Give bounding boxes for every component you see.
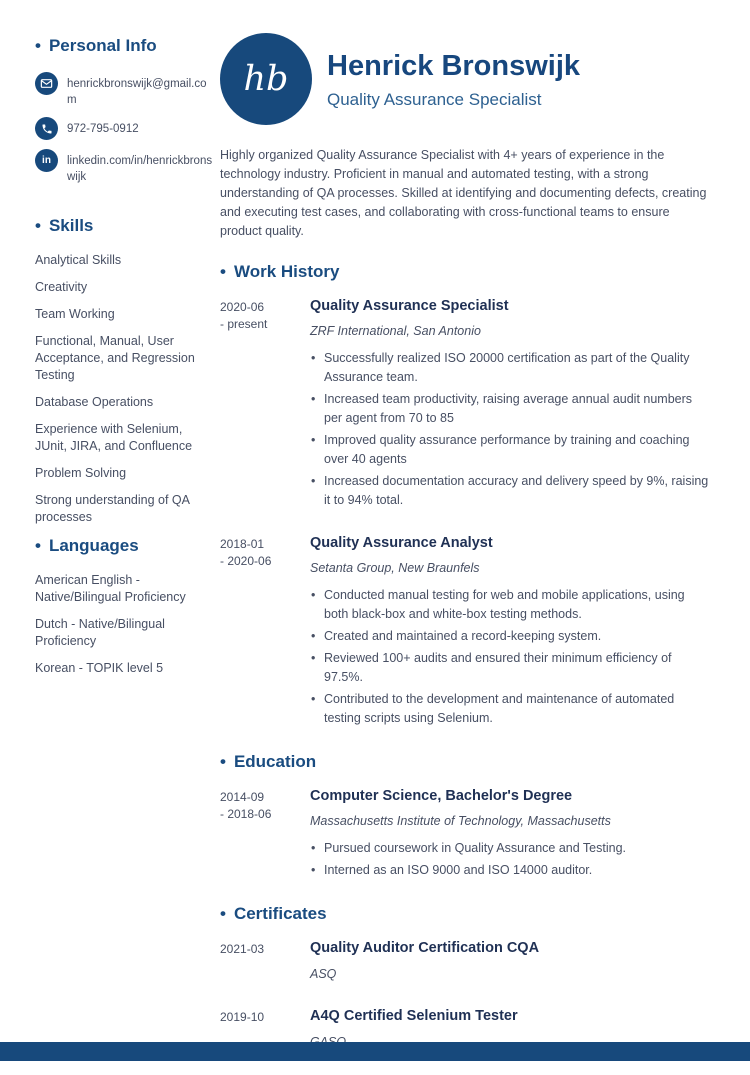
- certificates-heading: [220, 904, 712, 924]
- languages-heading: [35, 536, 220, 556]
- certificate-title: Quality Auditor Certification CQA: [310, 940, 540, 956]
- entry-body: [310, 787, 712, 883]
- skill-item: Strong understanding of QA processes: [35, 493, 190, 524]
- job-bullet: • Improved quality assurance performance by training and coaching over 40 agents: [310, 431, 712, 469]
- linkedin-value: linkedin.com/in/henrickbronswijk: [67, 155, 213, 183]
- job-bullet: • Contributed to the development and maintenance of automated testing scripts using Selenium.: [310, 690, 712, 728]
- person-title: Quality Assurance Specialist: [327, 89, 542, 109]
- job-bullets: [310, 586, 712, 728]
- work-entry: [220, 534, 712, 731]
- date-end: - 2020-06: [220, 554, 272, 568]
- spacer: [35, 194, 220, 216]
- resume-header: [220, 33, 712, 125]
- section-bullet-icon: •: [220, 752, 226, 771]
- phone-value: 972-795-0912: [67, 123, 139, 135]
- certificate-title: A4Q Certified Selenium Tester: [310, 1008, 518, 1024]
- education-entry: [220, 787, 712, 883]
- degree-title: Computer Science, Bachelor's Degree: [310, 788, 573, 804]
- language-item: American English - Native/Bilingual Proficiency: [35, 573, 186, 604]
- main-column: [220, 33, 712, 1075]
- section-bullet-icon: •: [35, 536, 41, 555]
- job-bullet: • Created and maintained a record-keeping system.: [310, 627, 712, 646]
- school-name: Massachusetts Institute of Technology, Massachusetts: [310, 814, 611, 828]
- company-name: Setanta Group, New Braunfels: [310, 561, 480, 575]
- summary-paragraph: Highly organized Quality Assurance Specialist with 4+ years of experience in the technology industry. Proficient in manual and automated testing, with a strong understanding of QA processes. Skilled at identifying and documenting defects, creating and executing test cases, and collaborating with cross-functional teams to ensure product quality.: [220, 148, 707, 238]
- language-item: Korean - TOPIK level 5: [35, 661, 164, 675]
- monogram-avatar: hb: [220, 33, 312, 125]
- date-end: - 2018-06: [220, 807, 272, 821]
- job-bullet: • Conducted manual testing for web and mobile applications, using both black-box and white-box testing methods.: [310, 586, 712, 624]
- education-bullet: • Interned as an ISO 9000 and ISO 14000 auditor.: [310, 861, 712, 880]
- date-start: 2018-01: [220, 537, 265, 551]
- footer-accent-bar: [0, 1042, 750, 1061]
- work-history-heading-label: Work History: [233, 262, 340, 281]
- entry-body: [310, 939, 712, 983]
- job-bullet: • Increased team productivity, raising average annual audit numbers per agent from 70 to 85: [310, 390, 712, 428]
- name-block: [327, 49, 580, 110]
- entry-body: [310, 297, 712, 513]
- contact-linkedin: [35, 149, 220, 185]
- phone-icon: [35, 117, 58, 140]
- education-heading-label: Education: [233, 752, 317, 771]
- company-name: ZRF International, San Antonio: [310, 324, 481, 338]
- job-bullet: • Successfully realized ISO 20000 certification as part of the Quality Assurance team.: [310, 349, 712, 387]
- contact-phone: [35, 117, 220, 140]
- email-value: henrickbronswijk@gmail.com: [67, 78, 207, 106]
- education-bullets: [310, 839, 712, 880]
- date-end: - present: [220, 317, 268, 331]
- education-bullet: • Pursued coursework in Quality Assurance and Testing.: [310, 839, 712, 858]
- section-bullet-icon: •: [220, 262, 226, 281]
- entry-dates: [220, 297, 310, 513]
- entry-dates: [220, 534, 310, 731]
- job-bullet: • Increased documentation accuracy and delivery speed by 9%, raising it to 94% total.: [310, 472, 712, 510]
- date-start: 2014-09: [220, 790, 265, 804]
- sidebar: [35, 33, 220, 1075]
- certificates-heading-label: Certificates: [233, 904, 327, 923]
- entry-body: [310, 534, 712, 731]
- linkedin-icon: in: [35, 149, 58, 172]
- education-heading: [220, 752, 712, 772]
- person-name: Henrick Bronswijk: [327, 49, 581, 82]
- skill-item: Creativity: [35, 280, 88, 294]
- skill-item: Database Operations: [35, 395, 154, 409]
- skill-item: Team Working: [35, 307, 115, 321]
- job-bullets: [310, 349, 712, 510]
- certificate-entry: [220, 939, 712, 983]
- section-bullet-icon: •: [220, 904, 226, 923]
- skills-list: [35, 252, 220, 526]
- skills-heading-label: Skills: [48, 216, 94, 235]
- skill-item: Analytical Skills: [35, 253, 122, 267]
- section-bullet-icon: •: [35, 36, 41, 55]
- personal-info-heading-label: Personal Info: [48, 36, 157, 55]
- entry-dates: [220, 939, 310, 983]
- job-title: Quality Assurance Analyst: [310, 535, 493, 551]
- certificate-issuer: ASQ: [310, 967, 337, 981]
- email-icon: [35, 72, 58, 95]
- personal-info-heading: [35, 36, 220, 56]
- work-entry: [220, 297, 712, 513]
- cert-date: 2019-10: [220, 1010, 265, 1024]
- languages-list: [35, 572, 220, 677]
- contact-email: [35, 72, 220, 108]
- skill-item: Experience with Selenium, JUnit, JIRA, and Confluence: [35, 422, 193, 453]
- skill-item: Problem Solving: [35, 466, 127, 480]
- entry-dates: [220, 787, 310, 883]
- section-bullet-icon: •: [35, 216, 41, 235]
- job-title: Quality Assurance Specialist: [310, 298, 509, 314]
- job-bullet: • Reviewed 100+ audits and ensured their minimum efficiency of 97.5%.: [310, 649, 712, 687]
- cert-date: 2021-03: [220, 942, 265, 956]
- work-history-heading: [220, 262, 712, 282]
- skill-item: Functional, Manual, User Acceptance, and Regression Testing: [35, 334, 195, 382]
- language-item: Dutch - Native/Bilingual Proficiency: [35, 617, 165, 648]
- languages-heading-label: Languages: [48, 536, 139, 555]
- skills-heading: [35, 216, 220, 236]
- date-start: 2020-06: [220, 300, 265, 314]
